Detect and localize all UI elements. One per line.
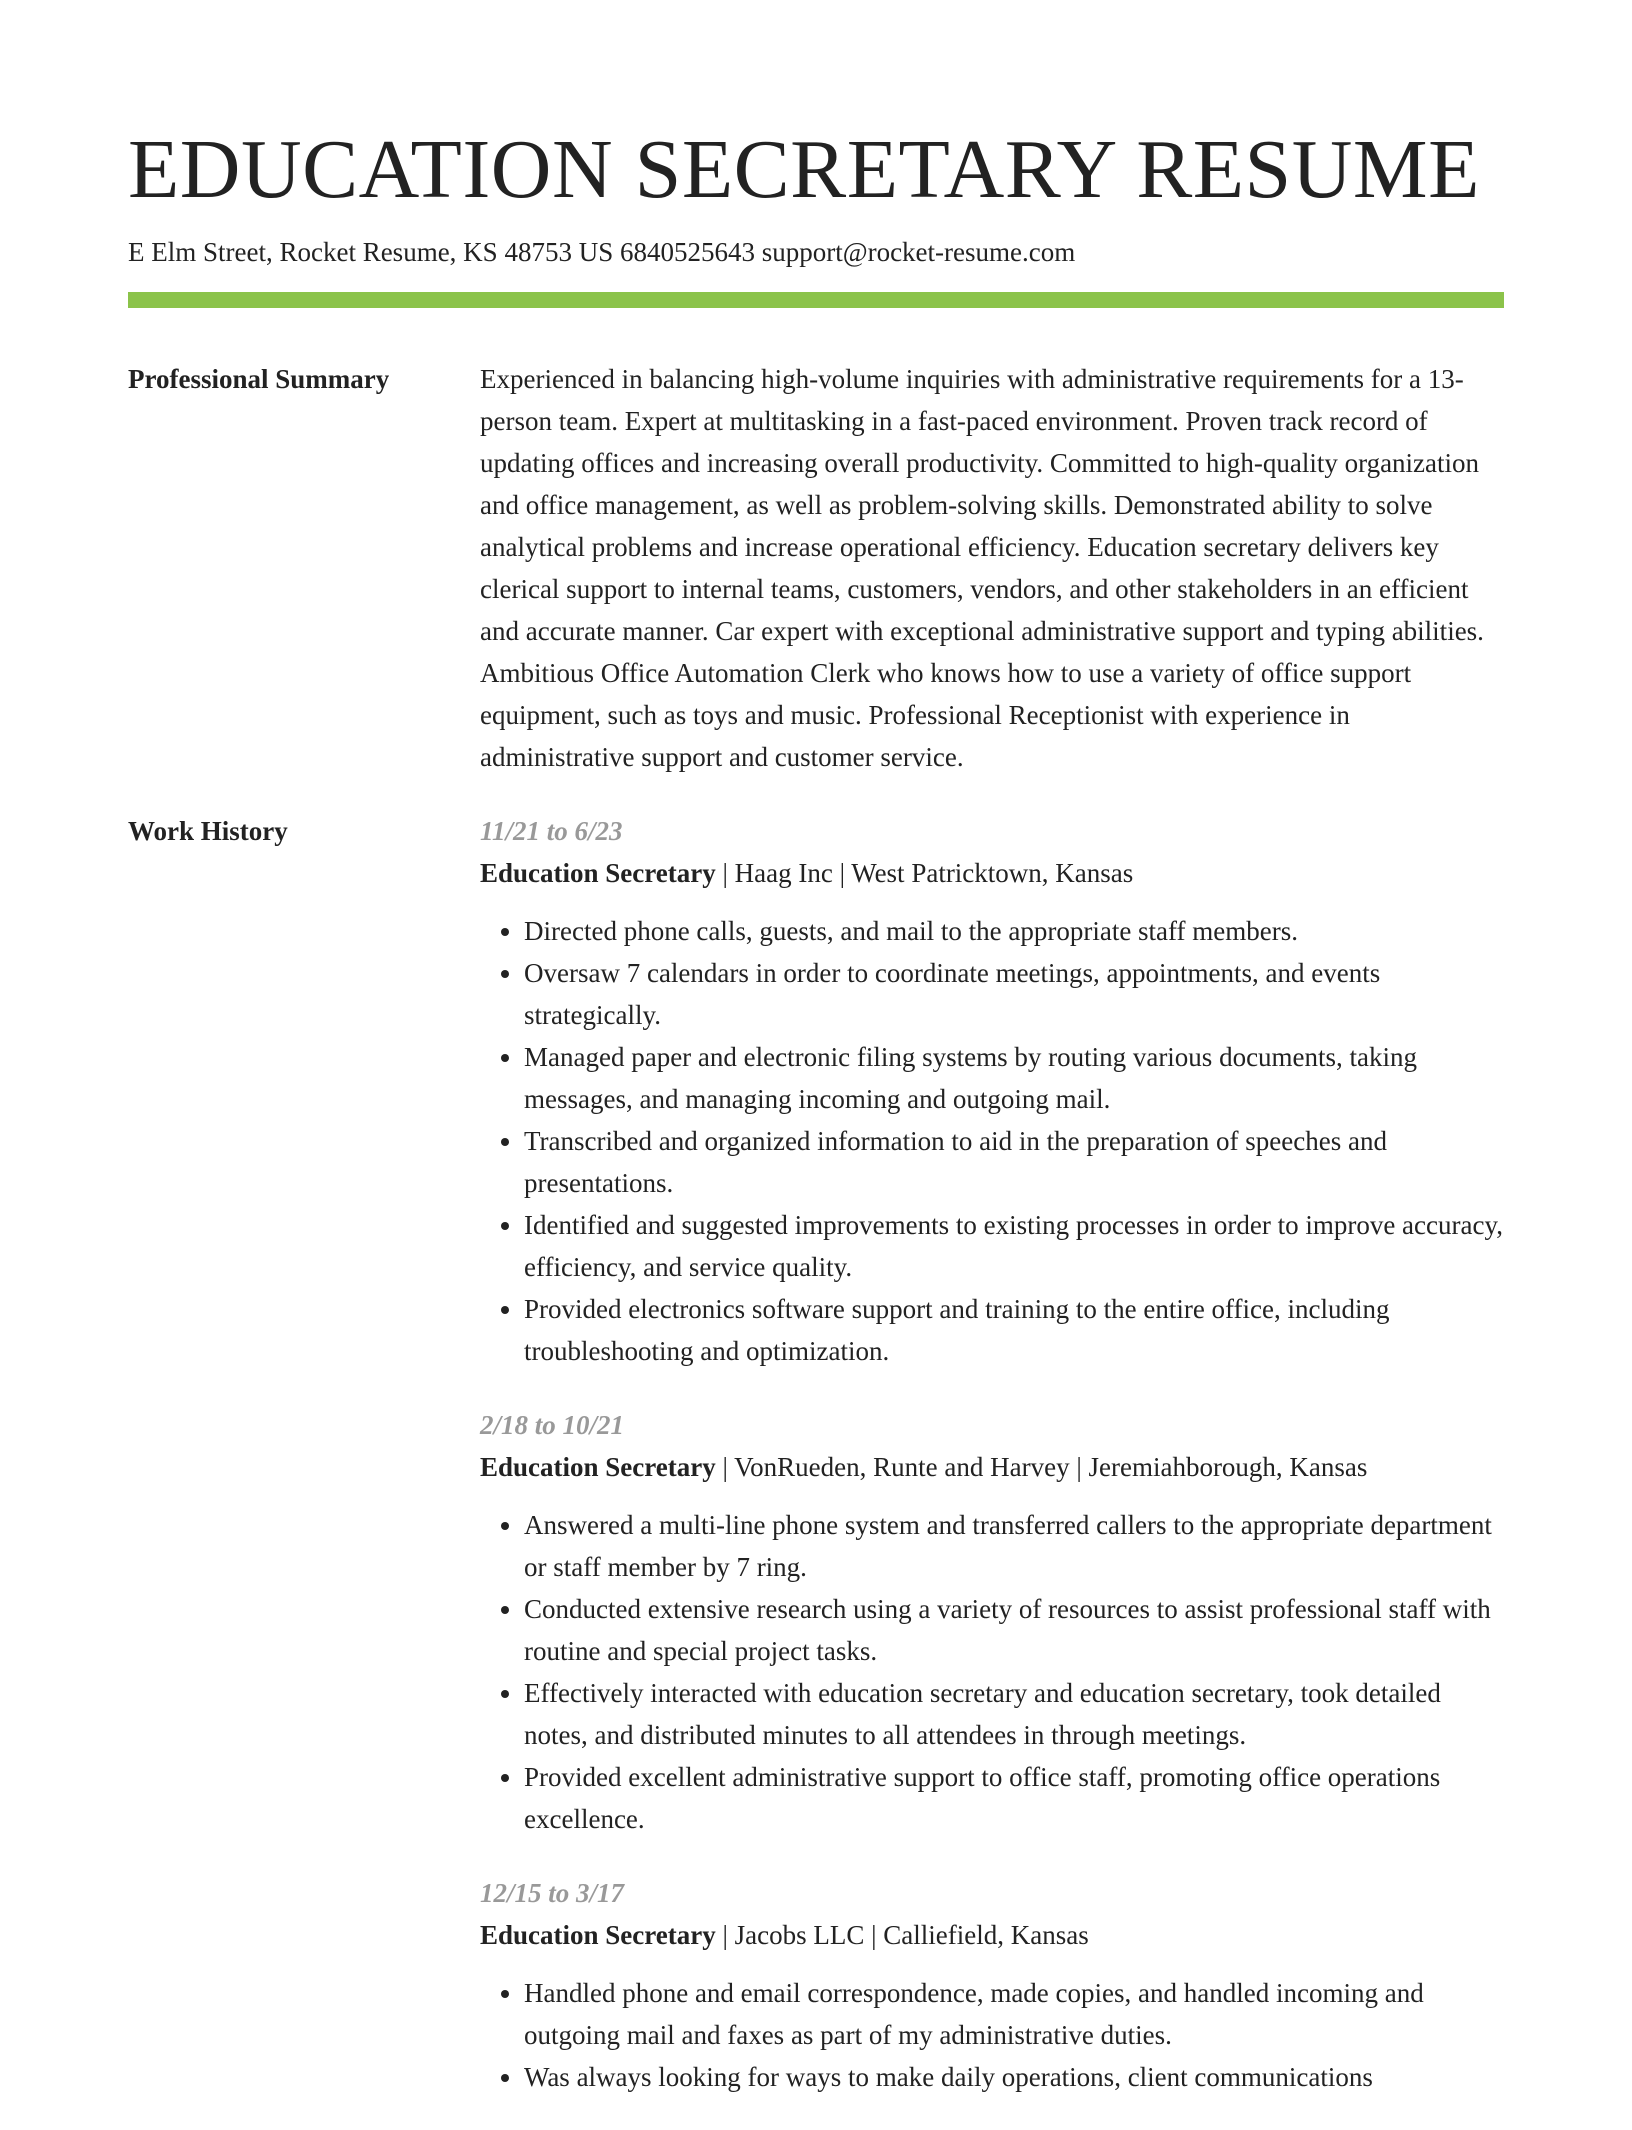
list-item: • Oversaw 7 calendars in order to coordinate meetings, appointments, and events strategically. xyxy=(524,952,1504,1036)
job-header xyxy=(480,852,1504,894)
job-title: Education Secretary xyxy=(480,1920,716,1950)
job-bullets xyxy=(480,910,1504,1372)
job-dates: 11/21 to 6/23 xyxy=(480,816,623,846)
resume-title: EDUCATION SECRETARY RESUME xyxy=(128,123,1480,216)
contact-line: E Elm Street, Rocket Resume, KS 48753 US 6840525643 support@rocket-resume.com xyxy=(128,237,1076,267)
job-entry xyxy=(480,1404,1504,1840)
job-title: Education Secretary xyxy=(480,858,716,888)
list-item: • Provided electronics software support and training to the entire office, including troubleshooting and optimization. xyxy=(524,1288,1504,1372)
job-entry xyxy=(480,1872,1504,2098)
job-dates: 12/15 to 3/17 xyxy=(480,1878,625,1908)
job-details: | VonRueden, Runte and Harvey | Jeremiahborough, Kansas xyxy=(715,1452,1368,1482)
job-details: | Haag Inc | West Patricktown, Kansas xyxy=(715,858,1134,888)
list-item: • Conducted extensive research using a variety of resources to assist professional staff with routine and special project tasks. xyxy=(524,1588,1504,1672)
list-item: • Identified and suggested improvements to existing processes in order to improve accuracy, efficiency, and service quality. xyxy=(524,1204,1504,1288)
list-item: • Provided excellent administrative support to office staff, promoting office operations excellence. xyxy=(524,1756,1504,1840)
list-item: • Handled phone and email correspondence, made copies, and handled incoming and outgoing mail and faxes as part of my administrative duties. xyxy=(524,1972,1504,2056)
job-bullets xyxy=(480,1972,1504,2098)
work-history-section xyxy=(128,810,1504,2130)
list-item: • Managed paper and electronic filing systems by routing various documents, taking messages, and managing incoming and outgoing mail. xyxy=(524,1036,1504,1120)
job-header xyxy=(480,1446,1504,1488)
job-entry xyxy=(480,810,1504,1372)
list-item: • Was always looking for ways to make daily operations, client communications xyxy=(524,2056,1504,2098)
summary-section xyxy=(128,358,1504,778)
job-bullets xyxy=(480,1504,1504,1840)
resume-page xyxy=(128,118,1504,2130)
list-item: • Directed phone calls, guests, and mail to the appropriate staff members. xyxy=(524,910,1504,952)
list-item: • Effectively interacted with education secretary and education secretary, took detailed notes, and distributed minutes to all attendees in through meetings. xyxy=(524,1672,1504,1756)
job-header xyxy=(480,1914,1504,1956)
section-title-summary: Professional Summary xyxy=(128,364,390,394)
work-history-list xyxy=(480,810,1504,2130)
summary-text: Experienced in balancing high-volume inquiries with administrative requirements for a 13-person team. Expert at multitasking in a fast-paced environment. Proven track record of updating offices and increasing overall productivity. Committed to high-quality organization and office management, as well as problem-solving skills. Demonstrated ability to solve analytical problems and increase operational efficiency. Education secretary delivers key clerical support to internal teams, customers, vendors, and other stakeholders in an efficient and accurate manner. Car expert with exceptional administrative support and typing abilities. Ambitious Office Automation Clerk who knows how to use a variety of office support equipment, such as toys and music. Professional Receptionist with experience in administrative support and customer service. xyxy=(480,364,1484,772)
list-item: • Answered a multi-line phone system and transferred callers to the appropriate department or staff member by 7 ring. xyxy=(524,1504,1504,1588)
job-title: Education Secretary xyxy=(480,1452,716,1482)
job-dates: 2/18 to 10/21 xyxy=(480,1410,625,1440)
accent-divider xyxy=(128,292,1504,308)
job-details: | Jacobs LLC | Calliefield, Kansas xyxy=(715,1920,1089,1950)
list-item: • Transcribed and organized information to aid in the preparation of speeches and presentations. xyxy=(524,1120,1504,1204)
section-title-work-history: Work History xyxy=(128,816,288,846)
